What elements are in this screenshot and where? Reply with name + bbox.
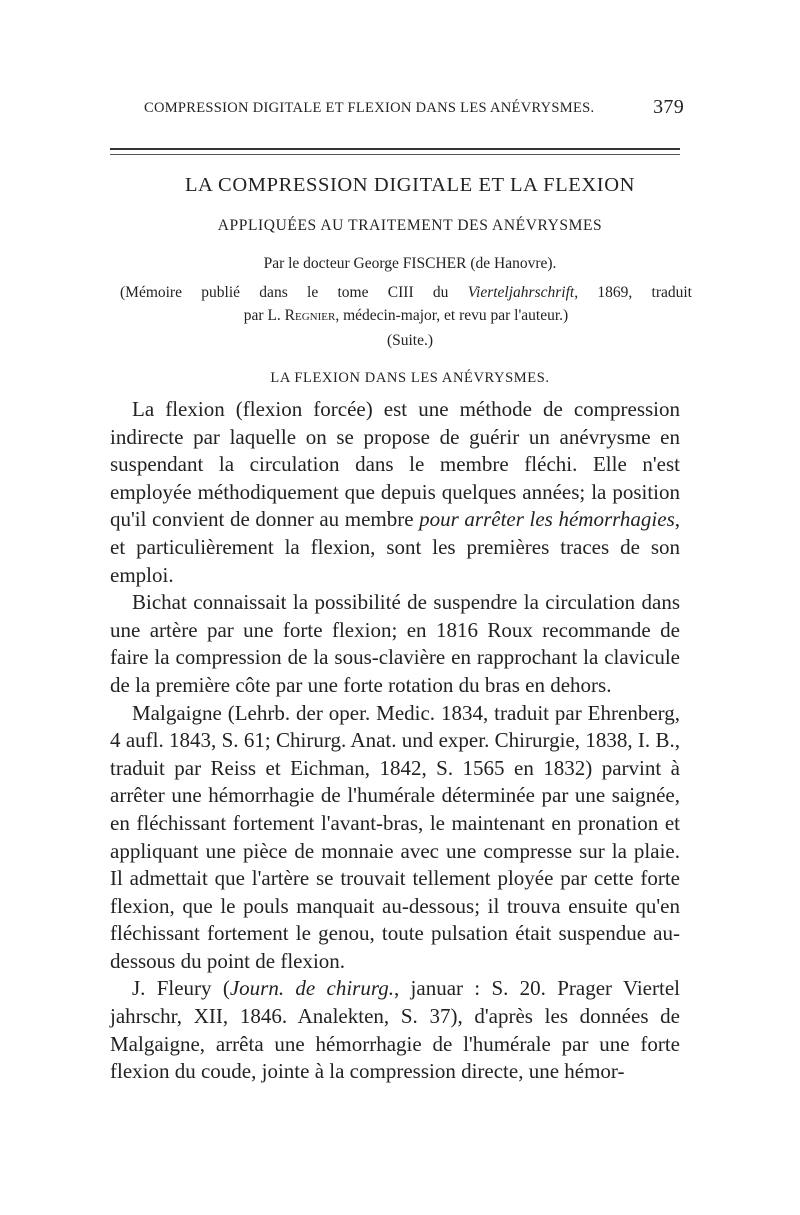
p4-text-b: , januar : S. 20. Prager Viertel jahrschr, XII, 1846. Analekten, S. 37), d'après les données de Malgaigne, arrêta une hémorrhagie de l'humérale par une forte flexion du coude, jointe à la compression directe, une hémor- [110, 976, 680, 1084]
p4-text-a: J. Fleury ( [132, 976, 230, 1001]
author-line: Par le docteur George FISCHER (de Hanovre). [263, 255, 557, 272]
section-heading: LA FLEXION DANS LES ANÉVRYSMES. [270, 370, 550, 386]
memoir-text-a: (Mémoire publié dans le tome CIII du [120, 284, 468, 301]
body-text [110, 396, 680, 1086]
article-title: LA COMPRESSION DIGITALE ET LA FLEXION [184, 174, 636, 196]
paragraph-1 [110, 396, 680, 589]
article-subtitle: APPLIQUÉES AU TRAITEMENT DES ANÉVRYSMES [217, 217, 603, 234]
suite-label: (Suite.) [386, 332, 434, 349]
memoir-journal: Vierteljahrschrift [467, 284, 575, 301]
memoir-note [120, 281, 692, 327]
page-number: 379 [653, 96, 684, 118]
memoir-text-b: , 1869, traduit [574, 284, 692, 301]
running-title: COMPRESSION DIGITALE ET FLEXION DANS LES ANÉVRYSMES. [144, 100, 595, 116]
memoir-translator: Regnier [284, 307, 336, 324]
p1-italic: pour arrêter les hémorrhagies [419, 507, 675, 532]
p4-italic: Journ. de chirurg. [229, 976, 394, 1001]
running-head [144, 96, 684, 124]
paragraph-3: Malgaigne (Lehrb. der oper. Medic. 1834, traduit par Ehrenberg, 4 aufl. 1843, S. 61; Chirurg. Anat. und exper. Chirurgie, 1838, I. B., traduit par Reiss et Eichman, 1842, S. 1565 en 1832) parvint à arrêter une hémorrhagie de l'humérale déterminée par une saignée, en fléchissant fortement l'avant-bras, le maintenant en pronation et appliquant une pièce de monnaie avec une compresse sur la plaie. Il admettait que l'artère se trouvait tellement ployée par cette forte flexion, que le pouls manquait au-dessous; il trouva ensuite qu'en fléchissant fortement le genou, toute pulsation était suspendue au-dessous du point de flexion. [110, 700, 680, 973]
memoir-line-2 [120, 304, 692, 327]
memoir-line-1 [120, 281, 692, 304]
header-rule-thick [110, 148, 680, 150]
p1-text-a: La flexion (flexion forcée) est une méthode de compression indirecte par laquelle on se propose de guérir un anévrysme en suspendant la circulation dans le membre fléchi. Elle n'est employée méthodiquement que depuis quelques années; la position qu'il convient de donner au membre [110, 397, 680, 532]
memoir-text-d: , médecin-major, et revu par l'auteur.) [335, 307, 569, 324]
header-rule-thin [110, 154, 680, 155]
memoir-text-c: par L. [243, 307, 285, 324]
p1-text-b: , et particulièrement la flexion, sont les premières traces de son emploi. [110, 507, 680, 587]
paragraph-2: Bichat connaissait la possibilité de suspendre la circulation dans une artère par une forte flexion; en 1816 Roux recommande de faire la compression de la sous-clavière en rapprochant la clavicule de la première côte par une forte rotation du bras en dehors. [110, 590, 680, 697]
paragraph-4 [110, 975, 680, 1085]
